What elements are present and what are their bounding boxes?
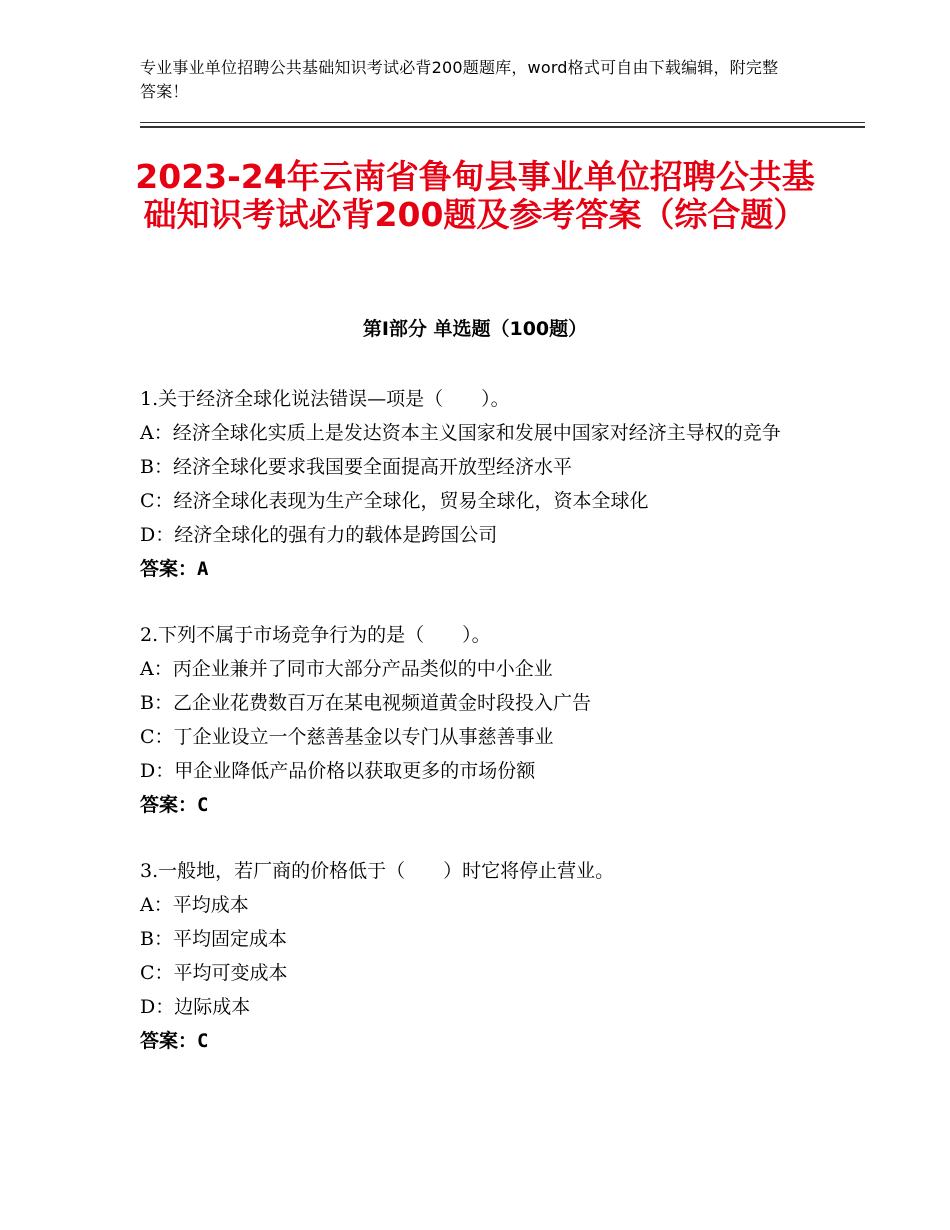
question-option-b: B：乙企业花费数百万在某电视频道黄金时段投入广告 [140,692,591,714]
header-note: 专业事业单位招聘公共基础知识考试必背200题题库，word格式可自由下载编辑，附完整答案！ [140,58,779,101]
question-option-b: B：平均固定成本 [140,928,287,950]
question-2 [140,618,810,822]
answer-label: 答案： [140,794,198,816]
question-3 [140,854,810,1058]
question-option-d: D：经济全球化的强有力的载体是跨国公司 [140,524,498,546]
question-option-b: B：经济全球化要求我国要全面提高开放型经济水平 [140,456,572,478]
question-option-d: D：边际成本 [140,996,251,1018]
answer-value: C [197,794,209,816]
section-title: 第Ⅰ部分 单选题（100题） [362,318,588,340]
question-option-a: A：丙企业兼并了同市大部分产品类似的中小企业 [140,658,553,680]
question-stem: 3.一般地，若厂商的价格低于（ ）时它将停止营业。 [140,860,615,882]
question-stem: 1.关于经济全球化说法错误—项是（ ）。 [140,388,510,410]
answer-line [140,788,810,822]
question-option-a: A：经济全球化实质上是发达资本主义国家和发展中国家对经济主导权的竞争 [140,422,781,444]
answer-value: A [197,558,209,580]
document-title: 2023-24年云南省鲁甸县事业单位招聘公共基础知识考试必背200题及参考答案（综合题） [135,157,815,234]
answer-line [140,552,810,586]
answer-line [140,1024,810,1058]
question-list [140,382,810,1090]
header-divider [140,122,865,128]
question-option-a: A：平均成本 [140,894,249,916]
question-stem: 2.下列不属于市场竞争行为的是（ ）。 [140,624,491,646]
question-option-c: C：经济全球化表现为生产全球化，贸易全球化，资本全球化 [140,490,649,512]
question-option-c: C：平均可变成本 [140,962,288,984]
answer-value: C [197,1030,209,1052]
answer-label: 答案： [140,558,198,580]
answer-label: 答案： [140,1030,198,1052]
question-1 [140,382,810,586]
question-option-d: D：甲企业降低产品价格以获取更多的市场份额 [140,760,536,782]
question-option-c: C：丁企业设立一个慈善基金以专门从事慈善事业 [140,726,554,748]
